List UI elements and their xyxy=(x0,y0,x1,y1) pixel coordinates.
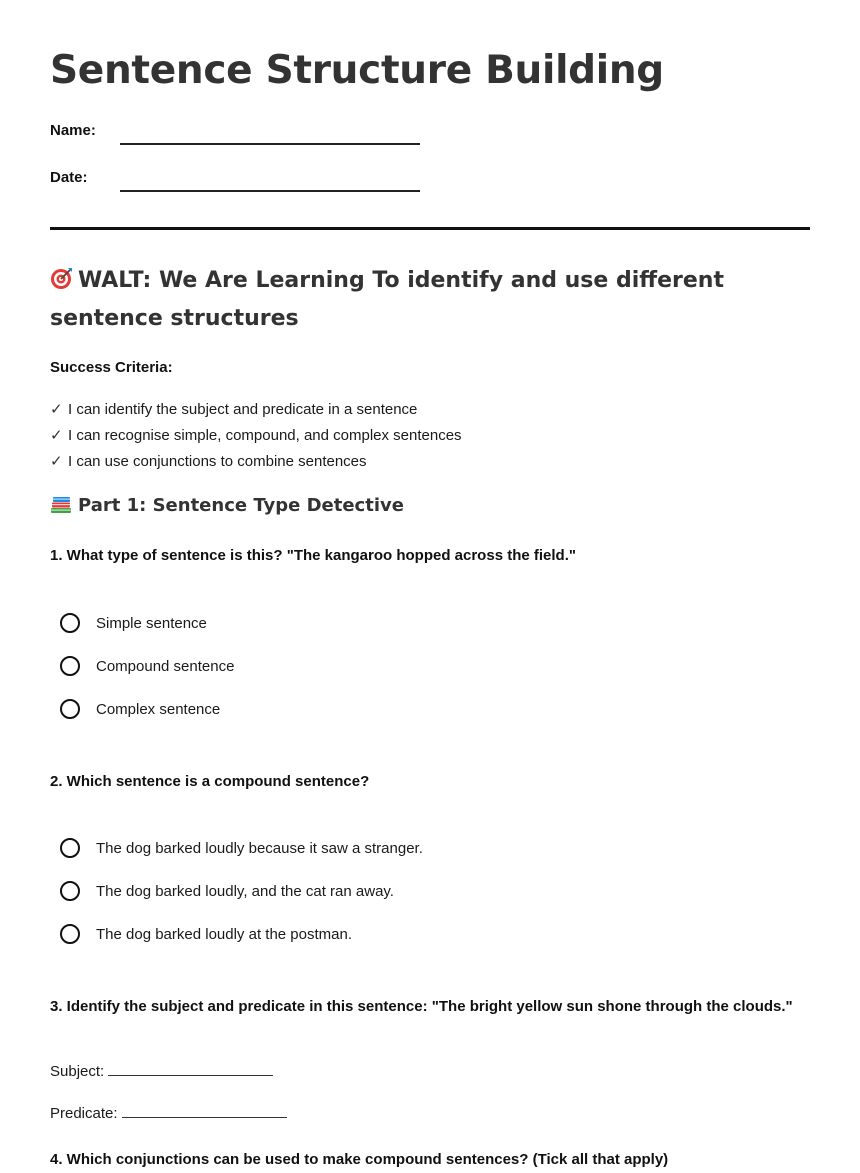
radio-button[interactable] xyxy=(60,881,80,901)
q2-option-a[interactable]: The dog barked loudly because it saw a stranger. xyxy=(60,835,423,861)
q2-option-b[interactable]: The dog barked loudly, and the cat ran away. xyxy=(60,878,394,904)
question-1: 1. What type of sentence is this? "The kangaroo hopped across the field." xyxy=(50,547,576,564)
question-4: 4. Which conjunctions can be used to make compound sentences? (Tick all that apply) xyxy=(50,1151,669,1168)
date-field[interactable] xyxy=(120,190,420,192)
walt-text: WALT: We Are Learning To identify and use different sentence structures xyxy=(50,268,724,331)
check-icon: ✓ xyxy=(50,401,63,418)
radio-button[interactable] xyxy=(60,613,80,633)
predicate-answer[interactable] xyxy=(50,1105,287,1122)
success-criteria-label: Success Criteria: xyxy=(50,359,173,376)
name-field[interactable] xyxy=(120,143,420,145)
list-item: ✓ I can recognise simple, compound, and complex sentences xyxy=(50,423,462,449)
name-label: Name: xyxy=(50,122,96,139)
part-1-heading: Part 1: Sentence Type Detective xyxy=(50,494,404,516)
radio-button[interactable] xyxy=(60,699,80,719)
question-2: 2. Which sentence is a compound sentence? xyxy=(50,773,370,790)
radio-button[interactable] xyxy=(60,924,80,944)
q1-option-compound[interactable]: Compound sentence xyxy=(60,653,234,679)
radio-button[interactable] xyxy=(60,656,80,676)
check-icon: ✓ xyxy=(50,453,63,470)
subject-label: Subject: xyxy=(50,1063,105,1080)
date-label: Date: xyxy=(50,169,88,186)
q1-option-simple[interactable]: Simple sentence xyxy=(60,610,207,636)
radio-button[interactable] xyxy=(60,838,80,858)
check-icon: ✓ xyxy=(50,427,63,444)
question-3: 3. Identify the subject and predicate in this sentence: "The bright yellow sun shone through the clouds." xyxy=(50,998,793,1015)
subject-answer[interactable] xyxy=(50,1063,273,1080)
subject-blank[interactable] xyxy=(108,1063,273,1076)
target-icon xyxy=(50,266,74,290)
section-divider xyxy=(50,227,810,230)
page-title: Sentence Structure Building xyxy=(50,48,664,93)
success-criteria-list xyxy=(50,397,462,475)
predicate-blank[interactable] xyxy=(122,1105,287,1118)
q2-option-c[interactable]: The dog barked loudly at the postman. xyxy=(60,921,352,947)
q1-option-complex[interactable]: Complex sentence xyxy=(60,696,220,722)
list-item: ✓ I can use conjunctions to combine sentences xyxy=(50,449,462,475)
books-icon xyxy=(50,494,72,514)
predicate-label: Predicate: xyxy=(50,1105,118,1122)
walt-heading xyxy=(50,262,810,338)
list-item: ✓ I can identify the subject and predicate in a sentence xyxy=(50,397,462,423)
